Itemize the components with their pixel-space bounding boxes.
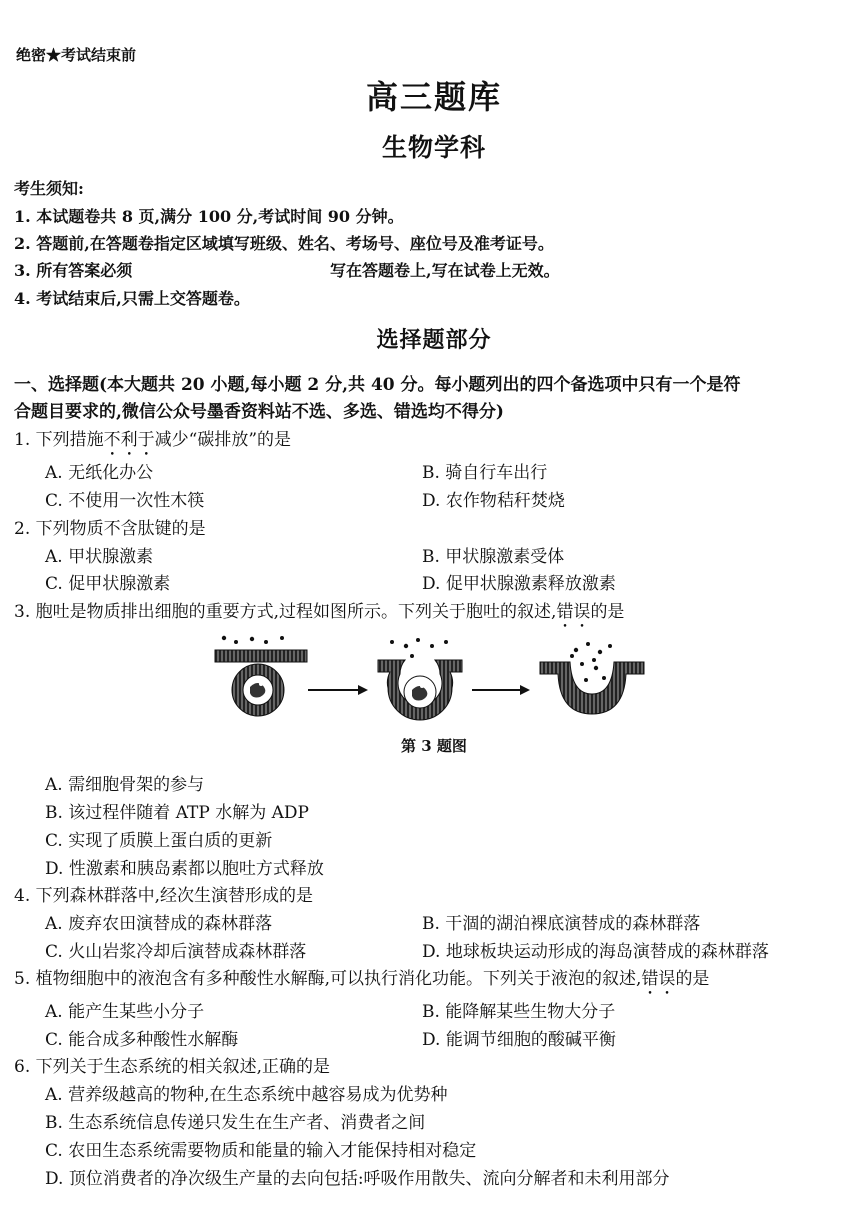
answer-option: A. 无纸化办公 xyxy=(45,463,154,483)
answer-option: C. 促甲状腺激素 xyxy=(45,574,171,594)
answer-option: B. 该过程伴随着 ATP 水解为 ADP xyxy=(45,803,309,823)
emphasis-text: 错误 xyxy=(641,969,676,989)
answer-option: B. 甲状腺激素受体 xyxy=(422,547,565,567)
answer-option: B. 能降解某些生物大分子 xyxy=(422,1002,616,1022)
notice-item: 4. 考试结束后,只需上交答题卷。 xyxy=(14,289,250,308)
answer-option: C. 实现了质膜上蛋白质的更新 xyxy=(45,831,273,851)
question-stem: 5. 植物细胞中的液泡含有多种酸性水解酶,可以执行消化功能。下列关于液泡的叙述,错误的是 xyxy=(14,969,710,989)
answer-option: A. 营养级越高的物种,在生态系统中越容易成为优势种 xyxy=(45,1085,448,1105)
section-title: 选择题部分 xyxy=(376,327,492,353)
question-stem: 1. 下列措施不利于减少“碳排放”的是 xyxy=(14,430,292,450)
answer-option: D. 性激素和胰岛素都以胞吐方式释放 xyxy=(45,859,324,879)
answer-option: B. 骑自行车出行 xyxy=(422,463,548,483)
exam-title: 高三题库 xyxy=(365,78,502,116)
answer-option: B. 干涸的湖泊裸底演替成的森林群落 xyxy=(422,914,701,934)
answer-option: D. 农作物秸秆焚烧 xyxy=(422,491,565,511)
question-stem: 3. 胞吐是物质排出细胞的重要方式,过程如图所示。下列关于胞吐的叙述,错误的是 xyxy=(14,602,625,622)
notice-item: 1. 本试题卷共 8 页,满分 100 分,考试时间 90 分钟。 xyxy=(14,207,404,226)
answer-option: D. 促甲状腺激素释放激素 xyxy=(422,574,616,594)
notice-item: 3. 所有答案必须 xyxy=(14,261,133,280)
subject-title: 生物学科 xyxy=(381,133,486,162)
answer-option: C. 能合成多种酸性水解酶 xyxy=(45,1030,239,1050)
answer-option: A. 需细胞骨架的参与 xyxy=(45,775,205,795)
stage-2-vesicle-fusing xyxy=(378,638,462,720)
question-stem: 2. 下列物质不含肽键的是 xyxy=(14,519,206,539)
confidential-label: 绝密★考试结束前 xyxy=(16,46,137,64)
answer-option: C. 不使用一次性木筷 xyxy=(45,491,205,511)
exocytosis-figure xyxy=(200,632,650,732)
arrow-2 xyxy=(472,685,530,695)
notice-item: 2. 答题前,在答题卷指定区域填写班级、姓名、考场号、座位号及准考证号。 xyxy=(14,234,554,253)
emphasis-text: 错误 xyxy=(556,602,591,622)
answer-option: C. 农田生态系统需要物质和能量的输入才能保持相对稳定 xyxy=(45,1141,477,1161)
arrow-1 xyxy=(308,685,368,695)
answer-option: C. 火山岩浆冷却后演替成森林群落 xyxy=(45,942,307,962)
notice-heading: 考生须知: xyxy=(14,179,84,198)
answer-option: D. 地球板块运动形成的海岛演替成的森林群落 xyxy=(422,942,769,962)
part-instructions: 一、选择题(本大题共 20 小题,每小题 2 分,共 40 分。每小题列出的四个备选项中只有一个是符 xyxy=(14,375,741,395)
figure-caption: 第 3 题图 xyxy=(401,737,467,755)
question-stem: 6. 下列关于生态系统的相关叙述,正确的是 xyxy=(14,1057,331,1077)
question-stem: 4. 下列森林群落中,经次生演替形成的是 xyxy=(14,886,314,906)
answer-option: A. 能产生某些小分子 xyxy=(45,1002,205,1022)
answer-option: D. 顶位消费者的净次级生产量的去向包括:呼吸作用散失、流向分解者和未利用部分 xyxy=(45,1169,670,1189)
answer-option: B. 生态系统信息传递只发生在生产者、消费者之间 xyxy=(45,1113,426,1133)
part-instructions: 合题目要求的,微信公众号墨香资料站不选、多选、错选均不得分) xyxy=(14,402,504,422)
notice-item: 写在答题卷上,写在试卷上无效。 xyxy=(330,261,560,280)
answer-option: A. 甲状腺激素 xyxy=(45,547,154,567)
stage-1-vesicle-near-membrane xyxy=(215,636,307,716)
answer-option: D. 能调节细胞的酸碱平衡 xyxy=(422,1030,616,1050)
stage-3-content-released xyxy=(540,642,644,714)
emphasis-text: 不利于 xyxy=(103,430,155,450)
answer-option: A. 废弃农田演替成的森林群落 xyxy=(45,914,273,934)
